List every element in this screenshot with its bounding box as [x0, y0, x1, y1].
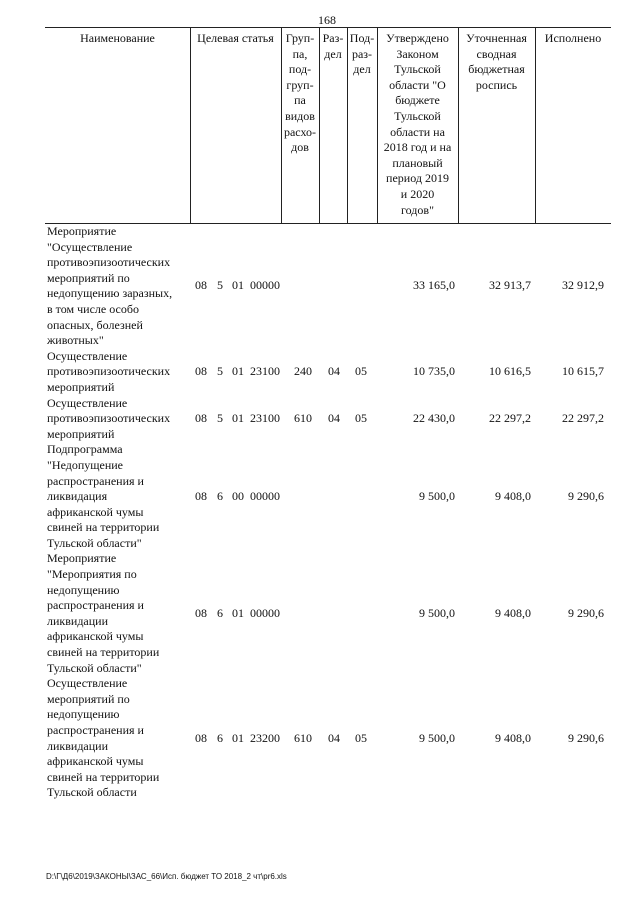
column-divider [190, 27, 191, 224]
table-row [0, 396, 640, 443]
header-expense-group: Груп- па, под- груп- па видов расхо- дов [283, 31, 317, 155]
table-row [0, 676, 640, 801]
row-expense-type: 610 [294, 730, 312, 745]
row-code-program: 08 [195, 278, 207, 293]
row-refined: 9 408,0 [495, 489, 531, 504]
row-code-subprogram: 6 [217, 489, 223, 504]
row-name: Подпрограмма "Недопущение распространения и ликвидация африканской чумы свиней на территории Тульской области" [47, 442, 160, 550]
row-code-program: 08 [195, 411, 207, 426]
table-header [45, 27, 611, 224]
row-section: 04 [328, 730, 340, 745]
row-executed: 9 290,6 [568, 489, 604, 504]
row-executed: 32 912,9 [562, 278, 604, 293]
page-number: 168 [318, 13, 336, 27]
row-code-subprogram: 5 [217, 278, 223, 293]
row-name: Осуществление противоэпизоотических мероприятий [47, 395, 171, 441]
table-body [0, 224, 640, 801]
column-divider [535, 27, 536, 224]
row-name: Осуществление мероприятий по недопущению распространения и ликвидации африканской чумы свиней на территории Тульской области [47, 676, 160, 800]
row-code-direction: 00000 [250, 606, 280, 621]
row-expense-type: 240 [294, 364, 312, 379]
header-section: Раз- дел [322, 31, 344, 61]
row-code-event: 01 [232, 278, 244, 293]
row-code-subprogram: 6 [217, 730, 223, 745]
row-code-subprogram: 5 [217, 364, 223, 379]
row-refined: 10 616,5 [489, 364, 531, 379]
row-subsection: 05 [355, 730, 367, 745]
file-path: D:\Г\Д6\2019\ЗАКОНЫ\ЗАС_66\Исп. бюджет ТО 2018_2 чт\pr6.xls [46, 872, 287, 881]
row-approved: 9 500,0 [419, 730, 455, 745]
row-refined: 32 913,7 [489, 278, 531, 293]
table-row [0, 224, 640, 349]
header-executed: Исполнено [544, 31, 602, 45]
row-approved: 33 165,0 [413, 278, 455, 293]
header-approved: Утверждено Законом Тульской области "О бюджете Тульской области на 2018 год и на плановый период 2019 и 2020 годов" [383, 31, 452, 217]
row-name: Осуществление противоэпизоотических мероприятий [47, 348, 171, 394]
header-target-article: Целевая статья [197, 31, 274, 45]
header-refined: Уточненная сводная бюджетная роспись [466, 31, 527, 92]
row-code-program: 08 [195, 730, 207, 745]
row-name: Мероприятие "Осуществление противоэпизоотических мероприятий по недопущению заразных, в том числе особо опасных, болезней животных" [47, 224, 173, 348]
row-code-direction: 23100 [250, 411, 280, 426]
row-approved: 9 500,0 [419, 489, 455, 504]
row-section: 04 [328, 364, 340, 379]
row-executed: 9 290,6 [568, 730, 604, 745]
row-code-direction: 23200 [250, 730, 280, 745]
row-code-subprogram: 5 [217, 411, 223, 426]
row-executed: 22 297,2 [562, 411, 604, 426]
row-code-direction: 00000 [250, 278, 280, 293]
row-subsection: 05 [355, 364, 367, 379]
row-executed: 10 615,7 [562, 364, 604, 379]
row-code-direction: 23100 [250, 364, 280, 379]
row-approved: 10 735,0 [413, 364, 455, 379]
row-code-program: 08 [195, 489, 207, 504]
row-executed: 9 290,6 [568, 606, 604, 621]
row-code-event: 01 [232, 606, 244, 621]
row-code-event: 01 [232, 411, 244, 426]
table-row [0, 442, 640, 551]
table-row [0, 349, 640, 396]
row-subsection: 05 [355, 411, 367, 426]
row-refined: 9 408,0 [495, 730, 531, 745]
table-row [0, 551, 640, 676]
row-name: Мероприятие "Мероприятия по недопущению распространения и ликвидации африканской чумы свиней на территории Тульской области" [47, 551, 160, 675]
row-code-program: 08 [195, 606, 207, 621]
header-subsection: Под- раз- дел [349, 31, 375, 77]
row-code-program: 08 [195, 364, 207, 379]
row-code-event: 00 [232, 489, 244, 504]
row-expense-type: 610 [294, 411, 312, 426]
row-approved: 9 500,0 [419, 606, 455, 621]
row-code-subprogram: 6 [217, 606, 223, 621]
row-refined: 9 408,0 [495, 606, 531, 621]
header-top-border [45, 27, 611, 28]
row-code-event: 01 [232, 730, 244, 745]
row-approved: 22 430,0 [413, 411, 455, 426]
row-refined: 22 297,2 [489, 411, 531, 426]
row-section: 04 [328, 411, 340, 426]
row-code-event: 01 [232, 364, 244, 379]
header-name: Наименование [80, 31, 155, 45]
row-code-direction: 00000 [250, 489, 280, 504]
